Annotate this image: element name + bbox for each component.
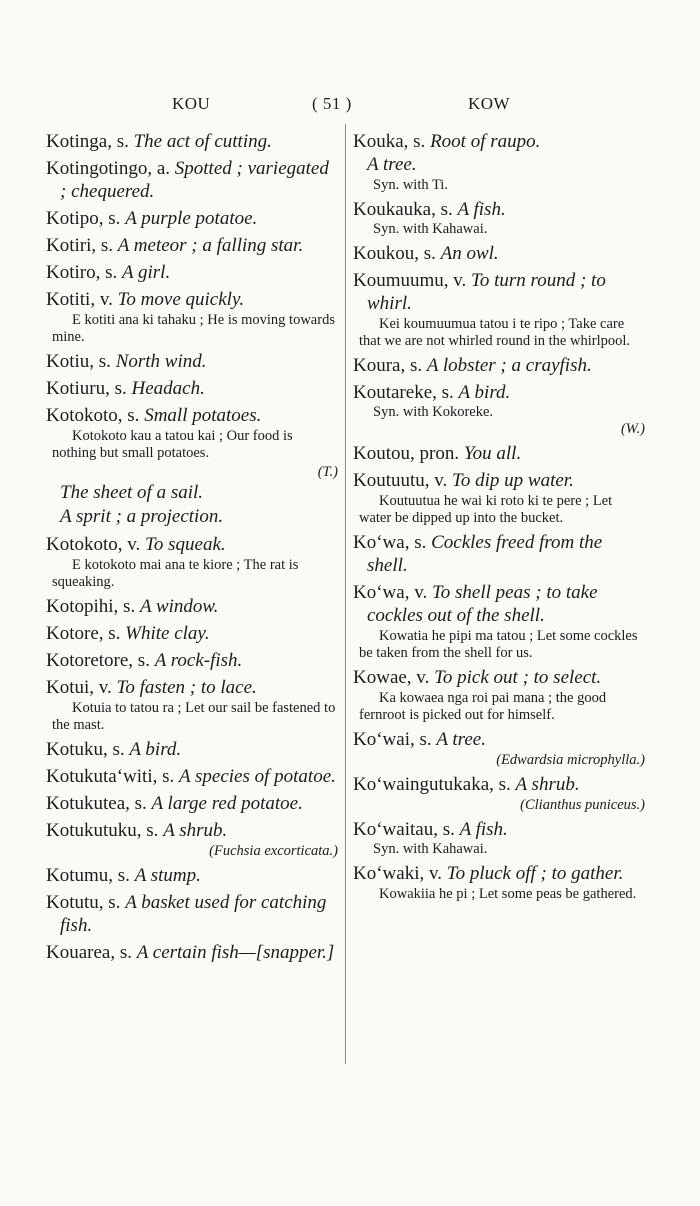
definition: Headach.	[131, 378, 205, 399]
entry-line	[46, 404, 338, 427]
dictionary-entry	[46, 234, 338, 257]
dictionary-entry	[46, 261, 338, 284]
example-sentence: Kei koumuumua tatou i te ripo ; Take care that we are not whirled round in the whirlpool.	[359, 316, 631, 349]
entry-line	[46, 676, 338, 699]
headword: Koura, s.	[353, 355, 423, 376]
entry-line	[353, 581, 645, 627]
definition: A bird.	[458, 382, 511, 403]
dictionary-entry	[353, 531, 645, 577]
entry-line	[353, 666, 645, 689]
dictionary-entry	[353, 818, 645, 858]
dictionary-entry	[46, 941, 338, 964]
dictionary-entry	[353, 862, 645, 903]
scientific-name: (Fuchsia excorticata.)	[209, 843, 338, 859]
headword: Koukou, s.	[353, 243, 436, 264]
headword: Ko‘wa, s.	[353, 532, 427, 553]
headword: Kouarea, s.	[46, 942, 132, 963]
definition: You all.	[463, 443, 522, 464]
synonym-note: Syn. with Kokoreke.	[373, 404, 494, 420]
entry-line	[46, 819, 338, 842]
dictionary-entry	[353, 773, 645, 814]
sub-definition: The sheet of a sail.	[60, 482, 204, 503]
dictionary-entry	[353, 198, 645, 238]
definition: To pluck off ; to gather.	[446, 863, 624, 884]
definition: To move quickly.	[117, 289, 245, 310]
entry-line	[353, 773, 645, 796]
dictionary-entry	[353, 581, 645, 662]
dictionary-entry	[46, 765, 338, 788]
entry-line	[353, 862, 645, 885]
headword: Kotui, v.	[46, 677, 112, 698]
entry-line	[353, 531, 645, 577]
entry-line	[353, 818, 645, 841]
headword: Kowae, v.	[353, 667, 430, 688]
headword: Kotumu, s.	[46, 865, 130, 886]
entry-line	[353, 242, 645, 265]
entry-line	[46, 941, 338, 964]
headword: Kotiro, s.	[46, 262, 118, 283]
headword: Ko‘waki, v.	[353, 863, 442, 884]
headword: Kotiu, s.	[46, 351, 111, 372]
definition: Spotted ; variegated ; chequered.	[60, 158, 329, 202]
definition: White clay.	[125, 623, 210, 644]
entry-line	[46, 261, 338, 284]
headword: Ko‘wa, v.	[353, 582, 428, 603]
entry-line	[46, 864, 338, 887]
dictionary-entry	[353, 269, 645, 350]
headword: Koumuumu, v.	[353, 270, 467, 291]
dictionary-entry	[46, 864, 338, 887]
definition: A fish.	[459, 819, 508, 840]
headword: Kotipo, s.	[46, 208, 121, 229]
dictionary-entry	[46, 130, 338, 153]
entry-line	[353, 381, 645, 404]
example-sentence: Kowatia he pipi ma tatou ; Let some cockles be taken from the shell for us.	[359, 628, 638, 661]
headword: Koutuutu, v.	[353, 470, 448, 491]
example-sentence: E kotokoto mai ana te kiore ; The rat is squeaking.	[52, 557, 299, 590]
definition: A fish.	[457, 199, 506, 220]
definition: A bird.	[129, 739, 182, 760]
definition: A certain fish—[snapper.]	[136, 942, 335, 963]
definition: A large red potatoe.	[151, 793, 303, 814]
page-header	[0, 94, 700, 120]
dictionary-entry	[46, 891, 338, 937]
definition: A basket used for catching fish.	[60, 892, 327, 936]
dictionary-entry	[353, 130, 645, 194]
headword: Kotopihi, s.	[46, 596, 136, 617]
headword: Kotoretore, s.	[46, 650, 150, 671]
dictionary-entry	[46, 595, 338, 618]
dictionary-entry	[46, 350, 338, 373]
headword: Kotiri, s.	[46, 235, 114, 256]
entry-line	[46, 792, 338, 815]
synonym-note: Syn. with Ti.	[373, 177, 448, 193]
dictionary-entry	[353, 242, 645, 265]
definition: To fasten ; to lace.	[116, 677, 257, 698]
entry-line	[46, 738, 338, 761]
example-sentence: Ka kowaea nga roi pai mana ; the good fernroot is picked out for himself.	[359, 690, 607, 723]
column-divider	[345, 124, 346, 1064]
dictionary-entry	[353, 381, 645, 438]
headword: Kotuku, s.	[46, 739, 125, 760]
synonym-note: Syn. with Kahawai.	[373, 841, 488, 857]
dictionary-entry	[46, 404, 338, 529]
headword: Ko‘waitau, s.	[353, 819, 455, 840]
entry-line	[46, 533, 338, 556]
headword: Kotiti, v.	[46, 289, 113, 310]
page-number: ( 51 )	[312, 94, 352, 113]
entry-line	[46, 207, 338, 230]
source-tag: (T.)	[317, 464, 338, 480]
entry-line	[46, 234, 338, 257]
definition: North wind.	[115, 351, 207, 372]
scientific-name: (Clianthus puniceus.)	[520, 797, 645, 813]
entry-line	[46, 622, 338, 645]
definition: To shell peas ; to take cockles out of the shell.	[367, 582, 598, 626]
definition: A lobster ; a crayfish.	[426, 355, 592, 376]
definition: A shrub.	[163, 820, 228, 841]
entry-line	[353, 198, 645, 221]
entry-line	[46, 891, 338, 937]
dictionary-entry	[46, 157, 338, 203]
definition: Small potatoes.	[144, 405, 262, 426]
sub-definition: A tree.	[367, 154, 417, 175]
dictionary-entry	[46, 533, 338, 591]
headword: Kotingotingo, a.	[46, 158, 171, 179]
headword: Koutou, pron.	[353, 443, 460, 464]
definition: A stump.	[134, 865, 201, 886]
headword: Kotukutea, s.	[46, 793, 147, 814]
entry-line	[353, 269, 645, 315]
entry-line	[46, 157, 338, 203]
entry-line	[353, 442, 645, 465]
definition: To squeak.	[145, 534, 226, 555]
dictionary-entry	[353, 666, 645, 724]
header-left-guideword: KOU	[172, 94, 211, 113]
headword: Koukauka, s.	[353, 199, 453, 220]
entry-line	[46, 595, 338, 618]
dictionary-entry	[46, 819, 338, 860]
example-sentence: Kowakiia he pi ; Let some peas be gathered.	[379, 886, 637, 902]
definition: Cockles freed from the shell.	[367, 532, 603, 576]
dictionary-entry	[46, 676, 338, 734]
example-sentence: Kotuia to tatou ra ; Let our sail be fastened to the mast.	[52, 700, 336, 733]
headword: Kotore, s.	[46, 623, 121, 644]
headword: Kotukuta‘witi, s.	[46, 766, 175, 787]
entry-line	[353, 728, 645, 751]
dictionary-entry	[353, 469, 645, 527]
headword: Kotutu, s.	[46, 892, 121, 913]
entry-line	[46, 649, 338, 672]
dictionary-entry	[46, 288, 338, 346]
entry-line	[353, 469, 645, 492]
definition: The act of cutting.	[133, 131, 272, 152]
dictionary-entry	[46, 377, 338, 400]
definition: A girl.	[122, 262, 171, 283]
definition: A rock-fish.	[154, 650, 243, 671]
definition: A tree.	[436, 729, 486, 750]
definition: An owl.	[440, 243, 499, 264]
dictionary-entry	[353, 442, 645, 465]
definition: A shrub.	[515, 774, 580, 795]
definition: A purple potatoe.	[125, 208, 258, 229]
headword: Kotukutuku, s.	[46, 820, 159, 841]
dictionary-entry	[46, 207, 338, 230]
entry-line	[353, 130, 645, 153]
definition: To dip up water.	[452, 470, 574, 491]
entry-line	[353, 354, 645, 377]
headword: Ko‘wai, s.	[353, 729, 432, 750]
entry-line	[46, 377, 338, 400]
headword: Kotiuru, s.	[46, 378, 127, 399]
headword: Kotokoto, v.	[46, 534, 141, 555]
headword: Ko‘waingutukaka, s.	[353, 774, 511, 795]
dictionary-entry	[353, 354, 645, 377]
example-sentence: Koutuutua he wai ki roto ki te pere ; Let water be dipped up into the bucket.	[359, 493, 613, 526]
definition: Root of raupo.	[430, 131, 541, 152]
entry-line	[46, 350, 338, 373]
definition: A meteor ; a falling star.	[117, 235, 304, 256]
dictionary-entry	[46, 738, 338, 761]
entry-line	[46, 765, 338, 788]
example-sentence: Kotokoto kau a tatou kai ; Our food is nothing but small potatoes.	[52, 428, 293, 461]
definition: To pick out ; to select.	[434, 667, 602, 688]
right-column	[353, 130, 645, 907]
entry-line	[46, 130, 338, 153]
headword: Kotokoto, s.	[46, 405, 140, 426]
definition: A window.	[139, 596, 219, 617]
sub-definition: A sprit ; a projection.	[60, 506, 224, 527]
definition: A species of potatoe.	[179, 766, 336, 787]
headword: Kouka, s.	[353, 131, 426, 152]
synonym-note: Syn. with Kahawai.	[373, 221, 488, 237]
headword: Koutareke, s.	[353, 382, 454, 403]
header-right-guideword: KOW	[468, 94, 511, 113]
left-column	[46, 130, 338, 968]
dictionary-entry	[353, 728, 645, 769]
headword: Kotinga, s.	[46, 131, 129, 152]
definition: To turn round ; to whirl.	[367, 270, 606, 314]
dictionary-entry	[46, 622, 338, 645]
dictionary-entry	[46, 649, 338, 672]
source-tag: (W.)	[620, 421, 645, 437]
example-sentence: E kotiti ana ki tahaku ; He is moving towards mine.	[52, 312, 335, 345]
entry-line	[46, 288, 338, 311]
dictionary-entry	[46, 792, 338, 815]
scientific-name: (Edwardsia microphylla.)	[496, 752, 645, 768]
